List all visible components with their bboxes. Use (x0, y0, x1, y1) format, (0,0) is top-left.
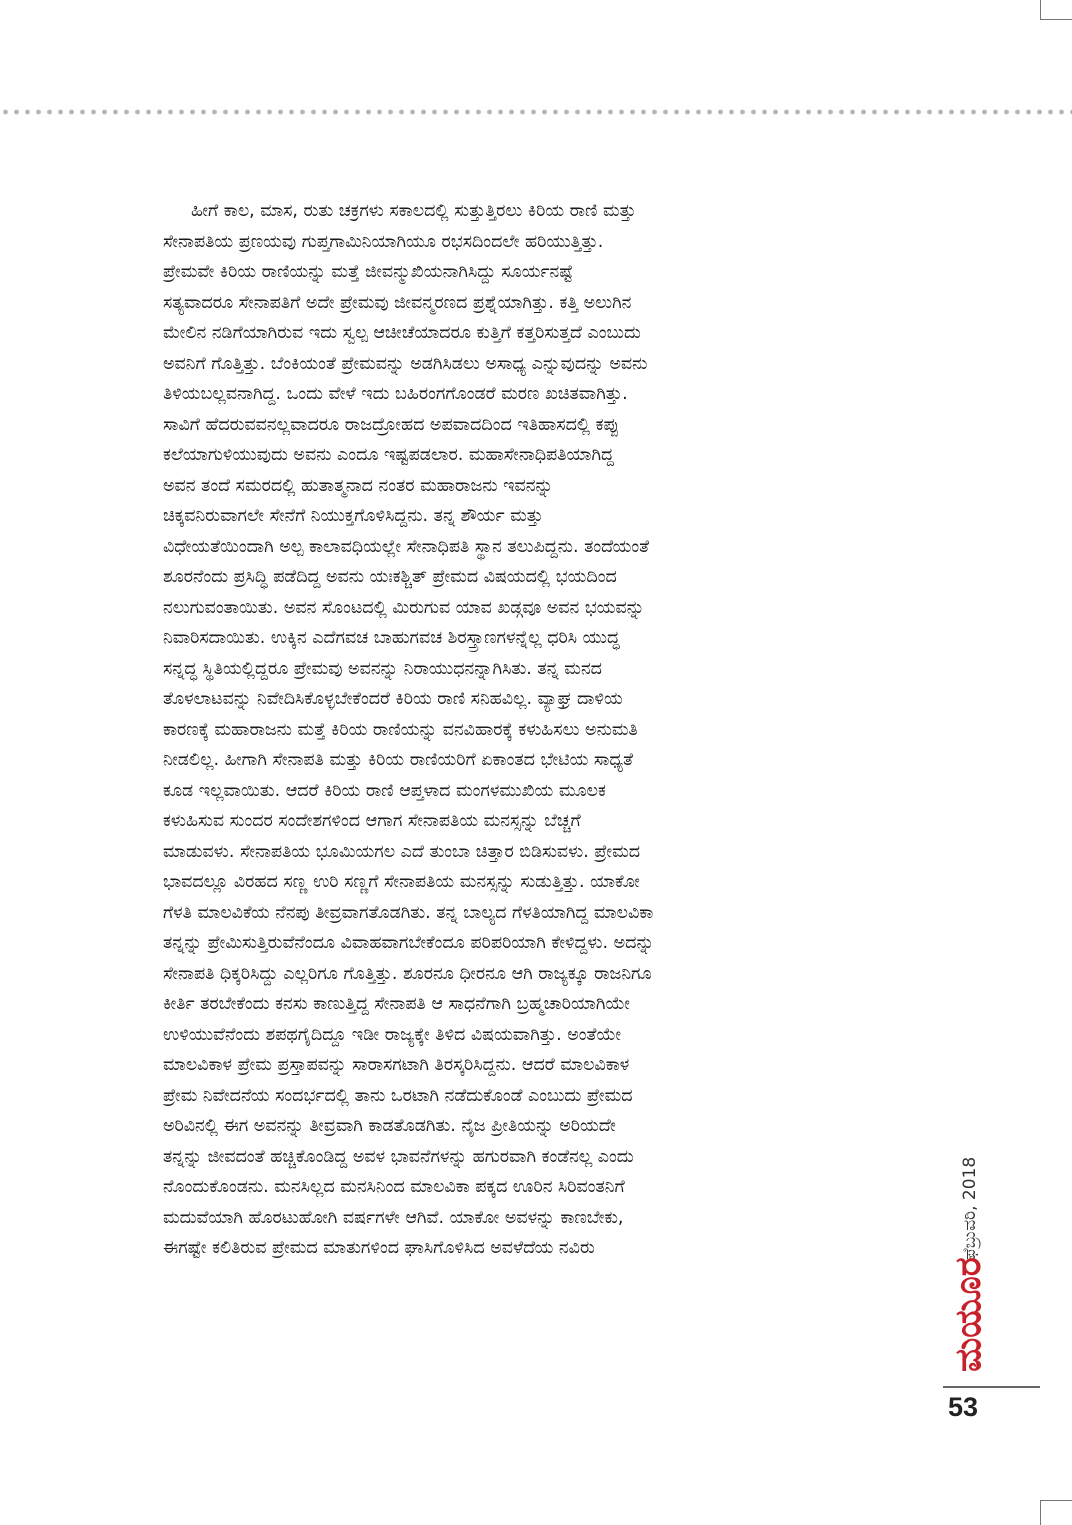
text-line: ಮೇಲಿನ ನಡಿಗೆಯಾಗಿರುವ ಇದು ಸ್ವಲ್ಪ ಆಚೀಚೆಯಾದರೂ ಕುತ್ತಿಗೆ ಕತ್ತರಿಸುತ್ತದೆ ಎಂಬುದು (163, 323, 641, 343)
text-line: ಈಗಷ್ಟೇ ಕಲಿತಿರುವ ಪ್ರೇಮದ ಮಾತುಗಳಿಂದ ಘಾಸಿಗೊಳಿಸಿದ ಅವಳೆದೆಯ ನವಿರು (163, 1238, 595, 1258)
text-line: ನಿವಾರಿಸದಾಯಿತು. ಉಕ್ಕಿನ ಎದೆಗವಚ ಬಾಹುಗವಚ ಶಿರಸ್ತ್ರಾಣಗಳನ್ನೆಲ್ಲ ಧರಿಸಿ ಯುದ್ಧ (163, 628, 620, 648)
text-line: ಸಾವಿಗೆ ಹೆದರುವವನಲ್ಲವಾದರೂ ರಾಜದ್ರೋಹದ ಅಪವಾದದಿಂದ ಇತಿಹಾಸದಲ್ಲಿ ಕಪ್ಪು (163, 414, 620, 435)
text-line: ಶೂರನೆಂದು ಪ್ರಸಿದ್ಧಿ ಪಡೆದಿದ್ದ ಅವನು ಯಃಕಶ್ಚಿತ್ ಪ್ರೇಮದ ವಿಷಯದಲ್ಲಿ ಭಯದಿಂದ (163, 567, 617, 587)
text-line: ತೊಳಲಾಟವನ್ನು ನಿವೇದಿಸಿಕೊಳ್ಳಬೇಕೆಂದರೆ ಕಿರಿಯ ರಾಣಿ ಸನಿಹವಿಲ್ಲ. ವ್ಯಾಘ್ರ ದಾಳಿಯ (163, 689, 623, 709)
text-line: ಕಳುಹಿಸುವ ಸುಂದರ ಸಂದೇಶಗಳಿಂದ ಆಗಾಗ ಸೇನಾಪತಿಯ ಮನಸ್ಸನ್ನು ಬೆಚ್ಚಗೆ (163, 811, 581, 831)
text-line: ವಿಧೇಯತೆಯಿಂದಾಗಿ ಅಲ್ಪ ಕಾಲಾವಧಿಯಲ್ಲೇ ಸೇನಾಧಿಪತಿ ಸ್ಥಾನ ತಲುಪಿದ್ದನು. ತಂದೆಯಂತೆ (163, 536, 650, 557)
crop-mark-top (1040, 0, 1072, 20)
text-line: ಮದುವೆಯಾಗಿ ಹೊರಟುಹೋಗಿ ವರ್ಷಗಳೇ ಆಗಿವೆ. ಯಾಕೋ ಅವಳನ್ನು ಕಾಣಬೇಕು, (163, 1207, 624, 1228)
text-line: ಭಾವದಲ್ಲೂ ವಿರಹದ ಸಣ್ಣ ಉರಿ ಸಣ್ಣಗೆ ಸೇನಾಪತಿಯ ಮನಸ್ಸನ್ನು ಸುಡುತ್ತಿತ್ತು. ಯಾಕೋ (163, 872, 640, 892)
magazine-logo: ಮಯೂರ (948, 1257, 989, 1373)
text-line: ಚಿಕ್ಕವನಿರುವಾಗಲೇ ಸೇನೆಗೆ ನಿಯುಕ್ತಗೊಳಿಸಿದ್ದನು. ತನ್ನ ಶೌರ್ಯ ಮತ್ತು (163, 506, 544, 526)
story-paragraph (163, 196, 923, 1264)
text-line: ತನ್ನನ್ನು ಪ್ರೇಮಿಸುತ್ತಿರುವೆನೆಂದೂ ವಿವಾಹವಾಗಬೇಕೆಂದೂ ಪರಿಪರಿಯಾಗಿ ಕೇಳಿದ್ದಳು. ಅದನ್ನು (163, 933, 655, 953)
text-line: ಕೀರ್ತಿ ತರಬೇಕೆಂದು ಕನಸು ಕಾಣುತ್ತಿದ್ದ ಸೇನಾಪತಿ ಆ ಸಾಧನೆಗಾಗಿ ಬ್ರಹ್ಮಚಾರಿಯಾಗಿಯೇ (163, 994, 630, 1014)
text-line: ಸನ್ನದ್ಧ ಸ್ಥಿತಿಯಲ್ಲಿದ್ದರೂ ಪ್ರೇಮವು ಅವನನ್ನು ನಿರಾಯುಧನನ್ನಾಗಿಸಿತು. ತನ್ನ ಮನದ (163, 658, 602, 679)
text-line: ತಿಳಿಯಬಲ್ಲವನಾಗಿದ್ದ. ಒಂದು ವೇಳೆ ಇದು ಬಹಿರಂಗಗೊಂಡರೆ ಮರಣ ಖಚಿತವಾಗಿತ್ತು. (163, 384, 628, 404)
text-line: ಪ್ರೇಮವೇ ಕಿರಿಯ ರಾಣಿಯನ್ನು ಮತ್ತೆ ಜೀವನ್ಮುಖಿಯನಾಗಿಸಿದ್ದು ಸೂರ್ಯನಷ್ಟೆ (163, 262, 574, 282)
page-number: 53 (948, 1392, 979, 1422)
text-line: ಅವನ ತಂದೆ ಸಮರದಲ್ಲಿ ಹುತಾತ್ಮನಾದ ನಂತರ ಮಹಾರಾಜನು ಇವನನ್ನು (163, 475, 554, 496)
text-line: ಸೇನಾಪತಿಯ ಪ್ರಣಯವು ಗುಪ್ತಗಾಮಿನಿಯಾಗಿಯೂ ರಭಸದಿಂದಲೇ ಹರಿಯುತ್ತಿತ್ತು. (163, 231, 604, 252)
text-line: ತನ್ನನ್ನು ಜೀವದಂತೆ ಹಚ್ಚಿಕೊಂಡಿದ್ದ ಅವಳ ಭಾವನೆಗಳನ್ನು ಹಗುರವಾಗಿ ಕಂಡೆನಲ್ಲ ಎಂದು (163, 1146, 634, 1167)
issue-date: ಫೆಬ್ರುವರಿ, 2018 (960, 1156, 980, 1260)
text-line: ನೊಂದುಕೊಂಡನು. ಮನಸಿಲ್ಲದ ಮನಸಿನಿಂದ ಮಾಲವಿಕಾ ಪಕ್ಕದ ಊರಿನ ಸಿರಿವಂತನಿಗೆ (163, 1177, 625, 1197)
text-line: ಸತ್ಯವಾದರೂ ಸೇನಾಪತಿಗೆ ಅದೇ ಪ್ರೇಮವು ಜೀವನ್ಮರಣದ ಪ್ರಶ್ನೆಯಾಗಿತ್ತು. ಕತ್ತಿ ಅಲುಗಿನ (163, 292, 632, 313)
text-line: ನಲುಗುವಂತಾಯಿತು. ಅವನ ಸೊಂಟದಲ್ಲಿ ಮಿರುಗುವ ಯಾವ ಖಡ್ಗವೂ ಅವನ ಭಯವನ್ನು (163, 597, 645, 618)
text-line: ಕೂಡ ಇಲ್ಲವಾಯಿತು. ಆದರೆ ಕಿರಿಯ ರಾಣಿ ಆಪ್ತಳಾದ ಮಂಗಳಮುಖಿಯ ಮೂಲಕ (163, 780, 606, 801)
text-line: ಅವನಿಗೆ ಗೊತ್ತಿತ್ತು. ಬೆಂಕಿಯಂತೆ ಪ್ರೇಮವನ್ನು ಅಡಗಿಸಿಡಲು ಅಸಾಧ್ಯ ಎನ್ನುವುದನ್ನು ಅವನು (163, 353, 648, 374)
text-line: ಗೆಳತಿ ಮಾಲವಿಕೆಯ ನೆನಪು ತೀವ್ರವಾಗತೊಡಗಿತು. ತನ್ನ ಬಾಲ್ಯದ ಗೆಳತಿಯಾಗಿದ್ದ ಮಾಲವಿಕಾ (163, 902, 654, 923)
text-line: ಉಳಿಯುವೆನೆಂದು ಶಪಥಗೈದಿದ್ದೂ ಇಡೀ ರಾಜ್ಯಕ್ಕೇ ತಿಳಿದ ವಿಷಯವಾಗಿತ್ತು. ಅಂತೆಯೇ (163, 1024, 621, 1045)
text-line: ನೀಡಲಿಲ್ಲ. ಹೀಗಾಗಿ ಸೇನಾಪತಿ ಮತ್ತು ಕಿರಿಯ ರಾಣಿಯರಿಗೆ ಏಕಾಂತದ ಭೇಟಿಯ ಸಾಧ್ಯತೆ (163, 750, 634, 770)
page-number-rule (943, 1386, 1040, 1388)
crop-mark-bottom (1040, 1500, 1072, 1525)
text-line: ಅರಿವಿನಲ್ಲಿ ಈಗ ಅವನನ್ನು ತೀವ್ರವಾಗಿ ಕಾಡತೊಡಗಿತು. ನೈಜ ಪ್ರೀತಿಯನ್ನು ಅರಿಯದೇ (163, 1116, 616, 1136)
text-line: ಮಾಡುವಳು. ಸೇನಾಪತಿಯ ಭೂಮಿಯಗಲ ಎದೆ ತುಂಬಾ ಚಿತ್ತಾರ ಬಿಡಿಸುವಳು. ಪ್ರೇಮದ (163, 841, 641, 862)
text-line: ಹೀಗೆ ಕಾಲ, ಮಾಸ, ರುತು ಚಕ್ರಗಳು ಸಕಾಲದಲ್ಲಿ ಸುತ್ತುತ್ತಿರಲು ಕಿರಿಯ ರಾಣಿ ಮತ್ತು (191, 201, 636, 221)
text-line: ಸೇನಾಪತಿ ಧಿಕ್ಕರಿಸಿದ್ದು ಎಲ್ಲರಿಗೂ ಗೊತ್ತಿತ್ತು. ಶೂರನೂ ಧೀರನೂ ಆಗಿ ರಾಜ್ಯಕ್ಕೂ ರಾಜನಿಗೂ (163, 963, 652, 984)
dotted-divider (0, 108, 1072, 116)
text-line: ಮಾಲವಿಕಾಳ ಪ್ರೇಮ ಪ್ರಸ್ತಾಪವನ್ನು ಸಾರಾಸಗಟಾಗಿ ತಿರಸ್ಕರಿಸಿದ್ದನು. ಆದರೆ ಮಾಲವಿಕಾಳ (163, 1055, 630, 1075)
text-line: ಕಾರಣಕ್ಕೆ ಮಹಾರಾಜನು ಮತ್ತೆ ಕಿರಿಯ ರಾಣಿಯನ್ನು ವನವಿಹಾರಕ್ಕೆ ಕಳುಹಿಸಲು ಅನುಮತಿ (163, 719, 638, 740)
text-line: ಕಲೆಯಾಗುಳಿಯುವುದು ಅವನು ಎಂದೂ ಇಷ್ಟಪಡಲಾರ. ಮಹಾಸೇನಾಧಿಪತಿಯಾಗಿದ್ದ (163, 445, 614, 465)
text-line: ಪ್ರೇಮ ನಿವೇದನೆಯ ಸಂದರ್ಭದಲ್ಲಿ ತಾನು ಒರಟಾಗಿ ನಡೆದುಕೊಂಡೆ ಎಂಬುದು ಪ್ರೇಮದ (163, 1085, 633, 1106)
